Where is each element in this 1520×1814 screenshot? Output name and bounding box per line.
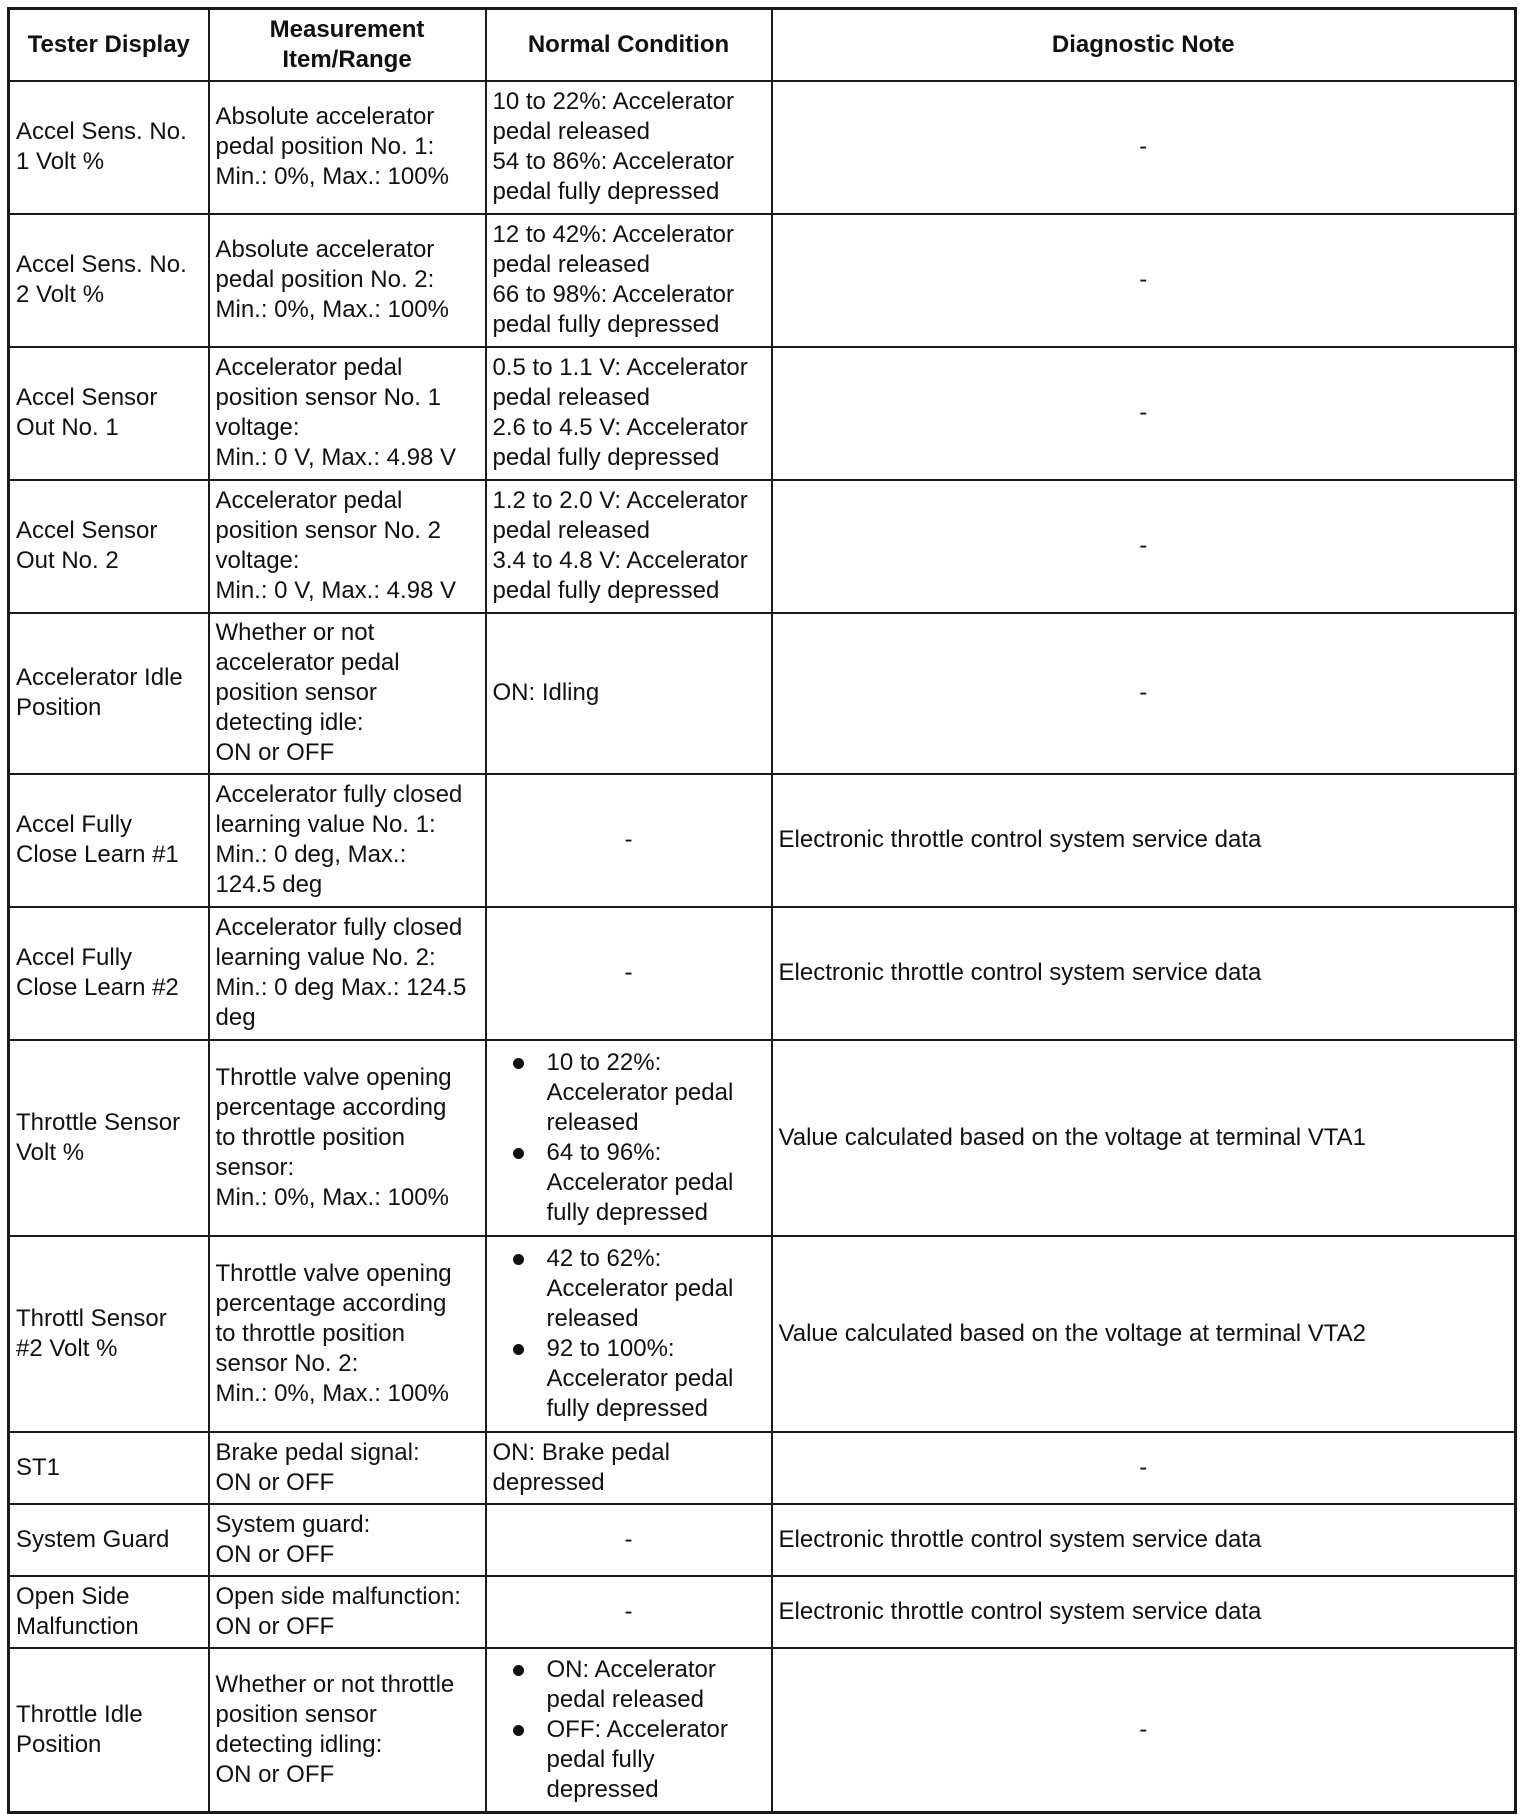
normal-condition-cell: 12 to 42%: Accelerator pedal released 66 to 98%: Accelerator pedal fully depressed bbox=[486, 214, 772, 347]
tester-display-cell: Throttl Sensor #2 Volt % bbox=[9, 1236, 209, 1432]
tester-display-cell: System Guard bbox=[9, 1504, 209, 1576]
table-row bbox=[9, 1432, 1516, 1504]
diagnostic-note-cell: - bbox=[772, 214, 1516, 347]
diagnostic-note-cell: - bbox=[772, 1432, 1516, 1504]
table-row bbox=[9, 347, 1516, 480]
tester-display-cell: Accel Sens. No. 2 Volt % bbox=[9, 214, 209, 347]
diagnostic-note-cell: - bbox=[772, 347, 1516, 480]
measurement-item-cell: Whether or not accelerator pedal position sensor detecting idle: ON or OFF bbox=[209, 613, 486, 774]
header-normal-condition: Normal Condition bbox=[486, 9, 772, 81]
table-row bbox=[9, 1236, 1516, 1432]
normal-condition-cell: ON: Idling bbox=[486, 613, 772, 774]
table-row bbox=[9, 1576, 1516, 1648]
measurement-item-cell: Accelerator pedal position sensor No. 2 voltage: Min.: 0 V, Max.: 4.98 V bbox=[209, 480, 486, 613]
condition-bullet-item: 92 to 100%: Accelerator pedal fully depressed bbox=[547, 1334, 765, 1424]
normal-condition-cell: 1.2 to 2.0 V: Accelerator pedal released 3.4 to 4.8 V: Accelerator pedal fully depressed bbox=[486, 480, 772, 613]
measurement-item-cell: Accelerator fully closed learning value No. 2: Min.: 0 deg Max.: 124.5 deg bbox=[209, 907, 486, 1040]
diagnostic-note-cell: - bbox=[772, 613, 1516, 774]
tester-display-cell: Throttle Sensor Volt % bbox=[9, 1040, 209, 1236]
measurement-item-cell: Accelerator fully closed learning value No. 1: Min.: 0 deg, Max.: 124.5 deg bbox=[209, 774, 486, 907]
diagnostic-note-cell: Electronic throttle control system service data bbox=[772, 1576, 1516, 1648]
diagnostic-note-cell: - bbox=[772, 480, 1516, 613]
normal-condition-cell bbox=[486, 1236, 772, 1432]
diagnostic-note-cell: - bbox=[772, 81, 1516, 214]
table-row bbox=[9, 81, 1516, 214]
tester-display-cell: Accelerator Idle Position bbox=[9, 613, 209, 774]
normal-condition-cell bbox=[486, 1040, 772, 1236]
condition-bullet-item: 10 to 22%: Accelerator pedal released bbox=[547, 1048, 765, 1138]
condition-bullet-list bbox=[493, 1655, 765, 1805]
condition-bullet-list bbox=[493, 1244, 765, 1424]
diagnostic-note-cell: Electronic throttle control system service data bbox=[772, 1504, 1516, 1576]
header-tester-display: Tester Display bbox=[9, 9, 209, 81]
condition-bullet-item: OFF: Accelerator pedal fully depressed bbox=[547, 1715, 765, 1805]
measurement-item-cell: Accelerator pedal position sensor No. 1 voltage: Min.: 0 V, Max.: 4.98 V bbox=[209, 347, 486, 480]
diagnostic-note-cell: Value calculated based on the voltage at terminal VTA1 bbox=[772, 1040, 1516, 1236]
table-row bbox=[9, 1504, 1516, 1576]
measurement-item-cell: Brake pedal signal: ON or OFF bbox=[209, 1432, 486, 1504]
normal-condition-cell: - bbox=[486, 1504, 772, 1576]
normal-condition-cell: - bbox=[486, 774, 772, 907]
diagnostic-note-cell: Value calculated based on the voltage at terminal VTA2 bbox=[772, 1236, 1516, 1432]
diagnostic-note-cell: Electronic throttle control system service data bbox=[772, 907, 1516, 1040]
normal-condition-cell: - bbox=[486, 1576, 772, 1648]
condition-bullet-item: 42 to 62%: Accelerator pedal released bbox=[547, 1244, 765, 1334]
measurement-item-cell: Whether or not throttle position sensor detecting idling: ON or OFF bbox=[209, 1648, 486, 1813]
measurement-item-cell: Throttle valve opening percentage according to throttle position sensor: Min.: 0%, Max.: 100% bbox=[209, 1040, 486, 1236]
table-row bbox=[9, 1040, 1516, 1236]
normal-condition-cell: - bbox=[486, 907, 772, 1040]
table-row bbox=[9, 1648, 1516, 1813]
measurement-item-cell: Open side malfunction: ON or OFF bbox=[209, 1576, 486, 1648]
tester-display-cell: Accel Fully Close Learn #1 bbox=[9, 774, 209, 907]
condition-bullet-item: 64 to 96%: Accelerator pedal fully depressed bbox=[547, 1138, 765, 1228]
tester-display-cell: Accel Sens. No. 1 Volt % bbox=[9, 81, 209, 214]
measurement-item-cell: Absolute accelerator pedal position No. 2: Min.: 0%, Max.: 100% bbox=[209, 214, 486, 347]
tester-display-cell: Accel Sensor Out No. 1 bbox=[9, 347, 209, 480]
table-row bbox=[9, 774, 1516, 907]
normal-condition-cell: ON: Brake pedal depressed bbox=[486, 1432, 772, 1504]
tester-display-cell: ST1 bbox=[9, 1432, 209, 1504]
table-row bbox=[9, 907, 1516, 1040]
diagnostic-note-cell: Electronic throttle control system service data bbox=[772, 774, 1516, 907]
measurement-item-cell: Absolute accelerator pedal position No. 1: Min.: 0%, Max.: 100% bbox=[209, 81, 486, 214]
table-row bbox=[9, 613, 1516, 774]
table-row bbox=[9, 480, 1516, 613]
normal-condition-cell: 0.5 to 1.1 V: Accelerator pedal released 2.6 to 4.5 V: Accelerator pedal fully depressed bbox=[486, 347, 772, 480]
condition-bullet-item: ON: Accelerator pedal released bbox=[547, 1655, 765, 1715]
normal-condition-cell: 10 to 22%: Accelerator pedal released 54 to 86%: Accelerator pedal fully depressed bbox=[486, 81, 772, 214]
tester-display-cell: Accel Fully Close Learn #2 bbox=[9, 907, 209, 1040]
diagnostic-data-table bbox=[7, 7, 1517, 1814]
condition-bullet-list bbox=[493, 1048, 765, 1228]
measurement-item-cell: System guard: ON or OFF bbox=[209, 1504, 486, 1576]
header-diagnostic-note: Diagnostic Note bbox=[772, 9, 1516, 81]
tester-display-cell: Accel Sensor Out No. 2 bbox=[9, 480, 209, 613]
normal-condition-cell bbox=[486, 1648, 772, 1813]
table-row bbox=[9, 214, 1516, 347]
header-measurement-item: Measurement Item/Range bbox=[209, 9, 486, 81]
measurement-item-cell: Throttle valve opening percentage according to throttle position sensor No. 2: Min.: 0%, Max.: 100% bbox=[209, 1236, 486, 1432]
diagnostic-note-cell: - bbox=[772, 1648, 1516, 1813]
header-row bbox=[9, 9, 1516, 81]
tester-display-cell: Open Side Malfunction bbox=[9, 1576, 209, 1648]
tester-display-cell: Throttle Idle Position bbox=[9, 1648, 209, 1813]
